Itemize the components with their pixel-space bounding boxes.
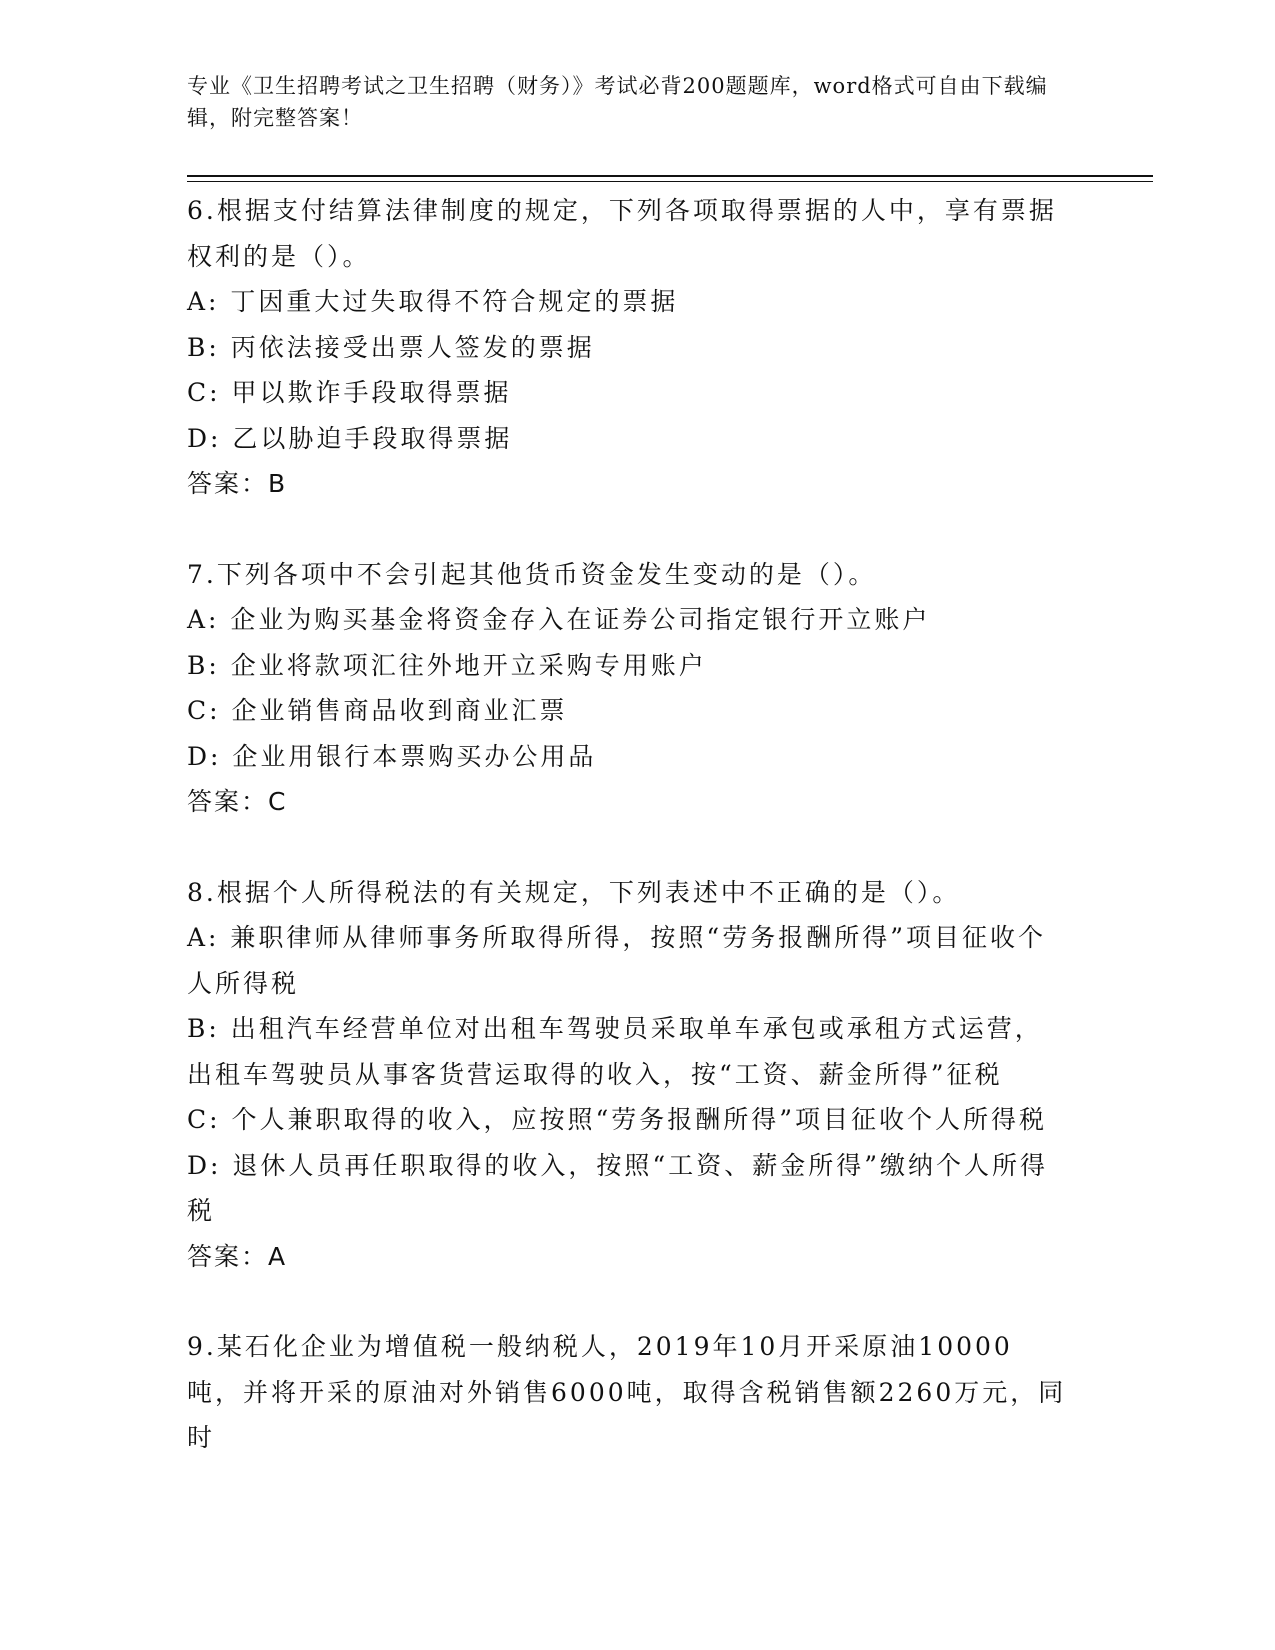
option-d: D: 乙以胁迫手段取得票据 (187, 423, 513, 453)
answer-line: 答案：C (187, 787, 288, 816)
question-stem: 9.某石化企业为增值税一般纳税人，2019年10月开采原油10000吨，并将开采的原油对外销售6000吨，取得含税销售额2260万元，同时 (187, 1332, 1067, 1452)
option-c: C: 个人兼职取得的收入，应按照“劳务报酬所得”项目征收个人所得税 (187, 1105, 1048, 1134)
option-b: B: 出租汽车经营单位对出租车驾驶员采取单车承包或承租方式运营，出租车驾驶员从事客货营运取得的收入，按“工资、薪金所得”征税 (187, 1014, 1043, 1089)
document-header: 专业《卫生招聘考试之卫生招聘（财务）》考试必背200题题库，word格式可自由下载编辑，附完整答案！ (187, 74, 1048, 130)
question-stem: 6.根据支付结算法律制度的规定，下列各项取得票据的人中，享有票据权利的是（）。 (187, 196, 1057, 271)
question-9 (187, 1324, 1067, 1461)
question-6 (187, 188, 1067, 507)
question-7 (187, 552, 1067, 825)
option-b: B: 企业将款项汇往外地开立采购专用账户 (187, 650, 707, 680)
option-c: C: 企业销售商品收到商业汇票 (187, 696, 568, 725)
option-b: B: 丙依法接受出票人签发的票据 (187, 332, 595, 362)
question-list (187, 188, 1067, 1461)
answer-line: 答案：A (187, 1241, 288, 1271)
question-8 (187, 870, 1067, 1280)
header-rule-thick (187, 175, 1153, 177)
option-a: A: 兼职律师从律师事务所取得所得，按照“劳务报酬所得”项目征收个人所得税 (187, 923, 1046, 998)
option-d: D: 退休人员再任职取得的收入，按照“工资、薪金所得”缴纳个人所得税 (187, 1150, 1048, 1225)
option-a: A: 企业为购买基金将资金存入在证券公司指定银行开立账户 (187, 605, 931, 634)
option-a: A: 丁因重大过失取得不符合规定的票据 (187, 287, 679, 316)
question-stem: 7.下列各项中不会引起其他货币资金发生变动的是（）。 (187, 559, 877, 589)
option-c: C: 甲以欺诈手段取得票据 (187, 378, 512, 407)
question-stem: 8.根据个人所得税法的有关规定，下列表述中不正确的是（）。 (187, 877, 961, 907)
header-rule-thin (187, 181, 1153, 182)
option-d: D: 企业用银行本票购买办公用品 (187, 741, 597, 771)
answer-line: 答案：B (187, 469, 288, 498)
